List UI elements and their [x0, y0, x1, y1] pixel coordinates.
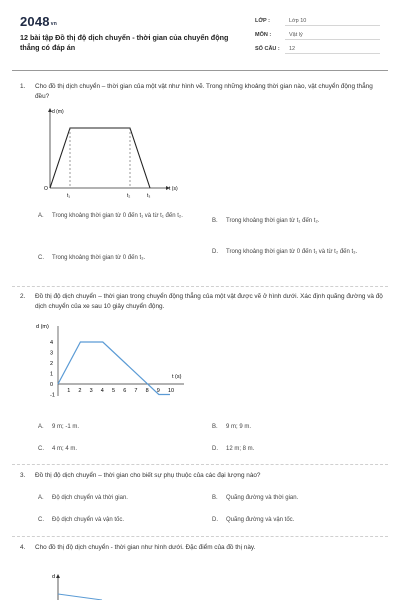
- question-number: 3.: [20, 472, 26, 479]
- option-letter: C.: [38, 517, 44, 523]
- graph-1-y-label: d (m): [52, 109, 64, 115]
- option-letter: A.: [38, 424, 44, 430]
- option-letter: D.: [212, 446, 218, 452]
- graph-2-x-tick: 3: [89, 388, 93, 394]
- graph-4-y-label: d: [52, 574, 56, 580]
- option-letter: A.: [38, 495, 44, 501]
- graph-1-line: [50, 128, 150, 188]
- question-number: 1.: [20, 83, 26, 90]
- option-letter: D.: [212, 249, 218, 255]
- option-text: Trong khoảng thời gian từ 0 đến t₃.: [52, 255, 146, 261]
- meta-count-label: SỐ CÂU :: [255, 46, 280, 52]
- graph-2-x-tick: 5: [112, 388, 116, 394]
- question-separator: [12, 536, 388, 537]
- graph-2-x-tick: 10: [168, 388, 175, 394]
- site-logo[interactable]: [20, 14, 57, 29]
- graph-1-origin: O: [44, 186, 48, 192]
- option-text: 4 m; 4 m.: [52, 446, 78, 452]
- logo-text: 2048: [20, 14, 50, 29]
- option-letter: C.: [38, 446, 44, 452]
- question-text: Cho đồ thị độ dịch chuyển - thời gian như hình dưới. Đặc điểm của đồ thị này.: [35, 544, 256, 551]
- option-text: Trong khoảng thời gian từ 0 đến t₁ và từ t₂ đến t₃.: [226, 249, 358, 255]
- logo-suffix: vn: [50, 21, 57, 27]
- option-letter: B.: [212, 495, 218, 501]
- option-letter: A.: [38, 213, 44, 219]
- graph-2-y-label: d (m): [36, 324, 49, 330]
- option-text: 12 m; 8 m.: [226, 446, 255, 452]
- document-title: 12 bài tập Đồ thị độ dịch chuyển - thời gian của chuyển động thẳng có đáp án: [20, 33, 229, 52]
- graph-2-x-label: t (s): [172, 374, 182, 380]
- graph-2-x-tick: 8: [145, 388, 149, 394]
- option-letter: D.: [212, 517, 218, 523]
- question-text: Đồ thị độ dịch chuyển – thời gian trong chuyển động thẳng của một vật được vẽ ở hình dưới. Xác định quãng đường và độ dịch chuyển của xe sau 10 giây chuyển động.: [35, 293, 383, 310]
- option-text: 9 m; 9 m.: [226, 424, 252, 430]
- option-text: Độ dịch chuyển và thời gian.: [52, 495, 128, 501]
- graph-2-x-tick: 6: [123, 388, 127, 394]
- meta-class-label: LỚP :: [255, 18, 270, 24]
- graph-2-y-tick: 0: [50, 382, 54, 388]
- question-number: 2.: [20, 293, 26, 300]
- option-letter: B.: [212, 424, 218, 430]
- option-text: Quãng đường và thời gian.: [226, 495, 299, 501]
- graph-1-tick-t2: t₂: [127, 193, 131, 199]
- graph-1: [36, 104, 186, 204]
- graph-2-y-tick: 3: [50, 350, 54, 357]
- graph-2: [34, 320, 194, 408]
- graph-2-x-tick: 1: [67, 388, 71, 394]
- meta-subject-value: Vật lý: [285, 32, 380, 40]
- question-separator: [12, 286, 388, 287]
- graph-2-x-tick: 7: [134, 388, 138, 394]
- graph-2-x-tick: 9: [156, 388, 160, 394]
- option-text: Quãng đường và vận tốc.: [226, 517, 295, 523]
- option-text: Trong khoảng thời gian từ 0 đến t₁ và từ t₁ đến t₂.: [52, 213, 183, 219]
- option-letter: B.: [212, 218, 218, 224]
- meta-count-value: 12: [285, 46, 380, 54]
- graph-1-tick-t3: t₃: [147, 193, 151, 199]
- option-letter: C.: [38, 255, 44, 261]
- graph-2-y-tick: 4: [50, 340, 54, 346]
- graph-4: [46, 568, 126, 600]
- meta-class-value: Lớp 10: [285, 18, 380, 26]
- question-number: 4.: [20, 544, 26, 551]
- graph-2-x-tick: 2: [78, 388, 82, 394]
- graph-1-x-label: t (s): [169, 186, 178, 192]
- header-divider: [12, 70, 388, 71]
- option-text: 9 m; -1 m.: [52, 424, 80, 430]
- graph-2-y-tick: -1: [50, 392, 55, 399]
- graph-2-x-tick: 4: [100, 388, 104, 394]
- graph-2-y-tick: 1: [50, 371, 54, 378]
- graph-2-line: [58, 342, 170, 395]
- graph-2-y-tick: 2: [50, 361, 54, 367]
- graph-4-line: [58, 594, 102, 600]
- meta-subject-label: MÔN :: [255, 32, 272, 38]
- option-text: Trong khoảng thời gian từ t₁ đến t₂.: [226, 218, 320, 224]
- option-text: Độ dịch chuyển và vận tốc.: [52, 517, 125, 523]
- graph-1-tick-t1: t₁: [67, 193, 71, 199]
- question-separator: [12, 464, 388, 465]
- question-text: Đồ thị độ dịch chuyển – thời gian cho biết sự phụ thuộc của các đại lượng nào?: [35, 472, 261, 479]
- question-text: Cho đồ thị dịch chuyển – thời gian của một vật như hình vẽ. Trong những khoảng thời gian nào, vật chuyển động thẳng đều?: [35, 83, 373, 100]
